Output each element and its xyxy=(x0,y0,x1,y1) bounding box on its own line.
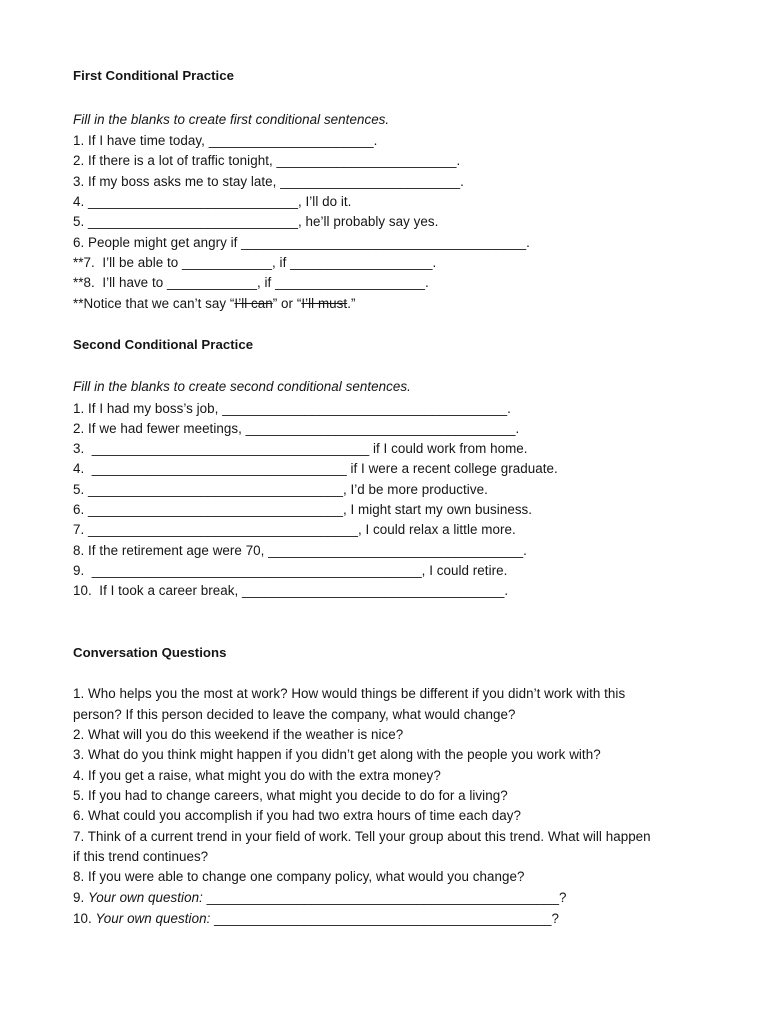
first-item-2: 2. If there is a lot of traffic tonight, ________________________. xyxy=(73,153,461,168)
first-conditional-title: First Conditional Practice xyxy=(73,68,235,83)
conversation-line-7: 6. What could you accomplish if you had two extra hours of time each day? xyxy=(73,808,522,823)
note-middle: ” or “ xyxy=(272,296,302,311)
note-suffix: .” xyxy=(347,296,356,311)
own-question-10 xyxy=(73,910,559,928)
own-question-9 xyxy=(73,889,567,907)
first-conditional-instruction: Fill in the blanks to create first conditional sentences. xyxy=(73,112,390,127)
own-question-label: Your own question: xyxy=(88,890,203,905)
second-item-8: 8. If the retirement age were 70, __________________________________. xyxy=(73,543,527,558)
first-item-3: 3. If my boss asks me to stay late, ________________________. xyxy=(73,174,464,189)
conversation-line-10: 8. If you were able to change one company policy, what would you change? xyxy=(73,869,525,884)
first-item-6: 6. People might get angry if ______________________________________. xyxy=(73,235,530,250)
second-item-3: 3. _____________________________________ if I could work from home. xyxy=(73,441,528,456)
second-item-5: 5. __________________________________, I’d be more productive. xyxy=(73,482,488,497)
second-item-9: 9. ____________________________________________, I could retire. xyxy=(73,563,508,578)
second-item-2: 2. If we had fewer meetings, ____________________________________. xyxy=(73,421,520,436)
first-item-4: 4. ____________________________, I’ll do it. xyxy=(73,194,352,209)
first-item-1: 1. If I have time today, ______________________. xyxy=(73,133,378,148)
conversation-line-5: 4. If you get a raise, what might you do with the extra money? xyxy=(73,768,441,783)
conversation-line-3: 2. What will you do this weekend if the weather is nice? xyxy=(73,727,404,742)
conversation-line-9: if this trend continues? xyxy=(73,849,209,864)
note-prefix: **Notice that we can’t say “ xyxy=(73,296,235,311)
first-note xyxy=(73,295,355,313)
second-conditional-title: Second Conditional Practice xyxy=(73,337,254,352)
conversation-line-8: 7. Think of a current trend in your field of work. Tell your group about this trend. What will happen xyxy=(73,829,651,844)
note-strike-ill-must: I’ll must xyxy=(301,296,348,311)
first-item-5: 5. ____________________________, he’ll probably say yes. xyxy=(73,214,439,229)
second-item-6: 6. __________________________________, I might start my own business. xyxy=(73,502,533,517)
conversation-line-2: person? If this person decided to leave the company, what would change? xyxy=(73,707,516,722)
second-item-7: 7. ____________________________________, I could relax a little more. xyxy=(73,522,516,537)
own-question-blank: _______________________________________________? xyxy=(202,890,567,905)
conversation-line-6: 5. If you had to change careers, what might you decide to do for a living? xyxy=(73,788,508,803)
own-question-number: 9. xyxy=(73,890,89,905)
second-item-1: 1. If I had my boss’s job, ______________________________________. xyxy=(73,401,511,416)
second-conditional-instruction: Fill in the blanks to create second conditional sentences. xyxy=(73,379,411,394)
note-strike-ill-can: I’ll can xyxy=(234,296,273,311)
conversation-title: Conversation Questions xyxy=(73,645,227,660)
first-item-8: **8. I’ll have to ____________, if ____________________. xyxy=(73,275,429,290)
conversation-line-1: 1. Who helps you the most at work? How would things be different if you didn’t work with this xyxy=(73,686,626,701)
conversation-line-4: 3. What do you think might happen if you didn’t get along with the people you work with? xyxy=(73,747,601,762)
second-item-4: 4. __________________________________ if I were a recent college graduate. xyxy=(73,461,558,476)
own-question-number: 10. xyxy=(73,911,96,926)
own-question-label: Your own question: xyxy=(95,911,211,926)
own-question-blank: _____________________________________________? xyxy=(210,911,560,926)
second-item-10: 10. If I took a career break, ___________________________________. xyxy=(73,583,509,598)
first-item-7: **7. I’ll be able to ____________, if ___________________. xyxy=(73,255,437,270)
